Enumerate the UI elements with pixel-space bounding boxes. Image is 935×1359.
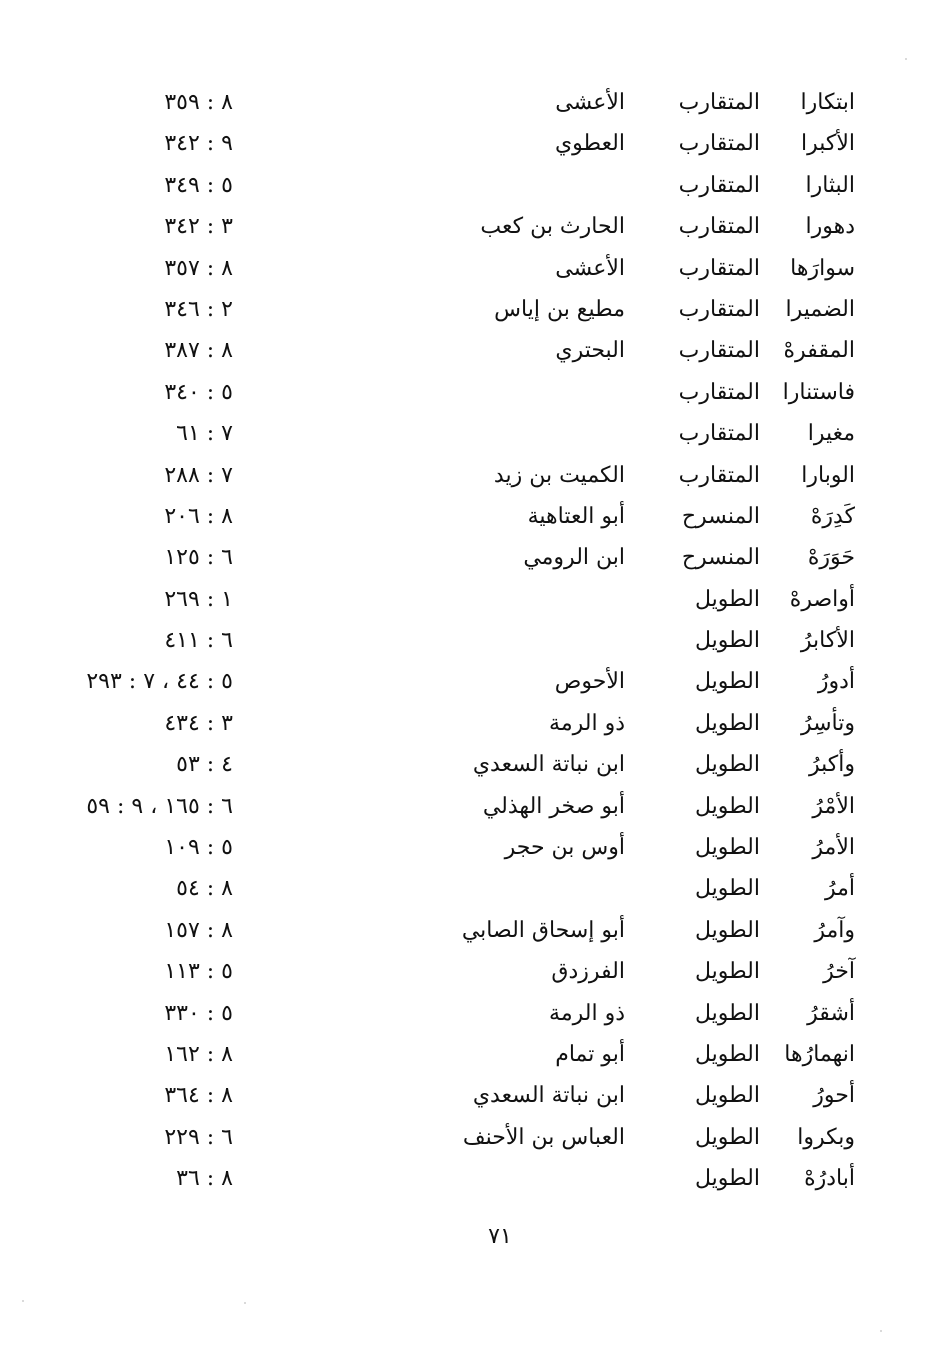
table-row [0, 165, 935, 206]
meter: المتقارب [678, 172, 760, 198]
table-row [0, 1075, 935, 1116]
reference: ٥ : ٣٤٩ [164, 172, 233, 198]
meter: المتقارب [678, 379, 760, 405]
reference: ٨ : ٣٨٧ [164, 338, 233, 364]
reference: ٧ : ٦١ [176, 421, 233, 447]
reference: ٨ : ١٦٢ [164, 1041, 233, 1067]
reference: ٨ : ٥٤ [176, 876, 233, 902]
rhyme-word: أشقرُ [807, 1000, 855, 1026]
table-row [0, 744, 935, 785]
index-table [0, 82, 935, 1200]
reference: ٨ : ١٥٧ [164, 917, 233, 943]
rhyme-word: الوبارا [801, 462, 855, 488]
poet-name: العطوي [554, 131, 625, 157]
table-row [0, 579, 935, 620]
rhyme-word: أواصرهْ [789, 586, 855, 612]
table-row [0, 123, 935, 164]
poet-name: أبو تمام [555, 1041, 625, 1067]
reference: ١ : ٢٦٩ [164, 586, 233, 612]
reference: ٨ : ٢٠٦ [164, 503, 233, 529]
poet-name: الأعشى [555, 255, 625, 281]
meter: المتقارب [678, 296, 760, 322]
rhyme-word: الأمْرُ [812, 793, 855, 819]
poet-name: الفرزدق [551, 959, 625, 985]
table-row [0, 786, 935, 827]
rhyme-word: وتأسِرُ [800, 710, 855, 736]
rhyme-word: المقفرهْ [783, 338, 855, 364]
table-row [0, 951, 935, 992]
reference: ٦ : ٢٢٩ [164, 1124, 233, 1150]
meter: الطويل [694, 1000, 760, 1026]
reference: ٧ : ٢٨٨ [164, 462, 233, 488]
poet-name: العباس بن الأحنف [462, 1124, 625, 1150]
table-row [0, 868, 935, 909]
table-row [0, 1158, 935, 1199]
meter: الطويل [694, 628, 760, 654]
rhyme-word: ابتكارا [800, 90, 855, 115]
meter: الطويل [694, 1083, 760, 1109]
rhyme-word: البثارا [805, 172, 855, 198]
reference: ٨ : ٣٥٩ [164, 90, 233, 115]
meter: الطويل [694, 1124, 760, 1150]
table-row [0, 413, 935, 454]
meter: الطويل [694, 917, 760, 943]
table-row [0, 620, 935, 661]
rhyme-word: أمرُ [824, 876, 855, 902]
poet-name: أبو إسحاق الصابي [461, 917, 625, 943]
rhyme-word: الأمرُ [812, 835, 855, 861]
meter: الطويل [694, 710, 760, 736]
rhyme-word: الأكابرُ [800, 628, 855, 654]
meter: المتقارب [678, 462, 760, 488]
page-number: ٧١ [488, 1224, 512, 1249]
meter: الطويل [694, 752, 760, 778]
reference: ٩ : ٣٤٢ [164, 131, 233, 157]
reference: ٥ : ١٠٩ [164, 835, 233, 861]
meter: الطويل [694, 1041, 760, 1067]
rhyme-word: وآمرُ [814, 917, 855, 943]
poet-name: الحارث بن كعب [480, 214, 625, 240]
meter: الطويل [694, 1166, 760, 1192]
rhyme-word: فاستنارا [782, 379, 855, 405]
poet-name: ابن الرومي [523, 545, 625, 571]
reference: ٤ : ٥٣ [176, 752, 233, 778]
table-row [0, 993, 935, 1034]
meter: المتقارب [678, 214, 760, 240]
rhyme-word: أبادرُهْ [804, 1166, 855, 1192]
poet-name: أبو صخر الهذلي [482, 793, 625, 819]
meter: المتقارب [678, 338, 760, 364]
reference: ٥ : ٣٣٠ [164, 1000, 233, 1026]
meter: الطويل [694, 835, 760, 861]
reference: ٢ : ٣٤٦ [164, 296, 233, 322]
reference: ٣ : ٣٤٢ [164, 214, 233, 240]
rhyme-word: أحورُ [813, 1083, 855, 1109]
meter: الطويل [694, 959, 760, 985]
rhyme-word: وبكروا [797, 1124, 855, 1150]
table-row [0, 1117, 935, 1158]
reference: ٦ : ١٢٥ [164, 545, 233, 571]
meter: المنسرح [681, 503, 760, 529]
poet-name: ذو الرمة [549, 710, 625, 736]
rhyme-word: آخرُ [823, 959, 855, 985]
table-row [0, 455, 935, 496]
table-row [0, 289, 935, 330]
table-row [0, 703, 935, 744]
poet-name: أبو العتاهية [527, 503, 625, 529]
poet-name: الأعشى [555, 90, 625, 115]
rhyme-word: سوارَها [790, 255, 855, 281]
poet-name: ذو الرمة [549, 1000, 625, 1026]
meter: المتقارب [678, 131, 760, 157]
table-row [0, 661, 935, 702]
table-row [0, 910, 935, 951]
table-row [0, 82, 935, 123]
rhyme-word: كَدِرَهْ [810, 503, 855, 529]
reference: ٣ : ٤٣٤ [164, 710, 233, 736]
meter: المتقارب [678, 255, 760, 281]
rhyme-word: الضميرا [785, 296, 855, 322]
meter: المتقارب [678, 421, 760, 447]
reference: ٦ : ١٦٥ ، ٩ : ٥٩ [86, 793, 233, 819]
rhyme-word: مغيرا [807, 421, 855, 447]
table-row [0, 330, 935, 371]
reference: ٦ : ٤١١ [164, 628, 233, 654]
poet-name: ابن نباتة السعدي [472, 1083, 625, 1109]
meter: المنسرح [681, 545, 760, 571]
reference: ٨ : ٣٦ [176, 1166, 233, 1192]
meter: الطويل [694, 586, 760, 612]
meter: المتقارب [678, 90, 760, 115]
reference: ٨ : ٣٦٤ [164, 1083, 233, 1109]
table-row [0, 537, 935, 578]
meter: الطويل [694, 669, 760, 695]
rhyme-word: انهمارُها [784, 1041, 855, 1067]
rhyme-word: وأكبرُ [809, 752, 855, 778]
table-row [0, 372, 935, 413]
meter: الطويل [694, 876, 760, 902]
poet-name: ابن نباتة السعدي [472, 752, 625, 778]
rhyme-word: حَوَرَهْ [807, 545, 855, 571]
reference: ٥ : ٣٤٠ [164, 379, 233, 405]
poet-name: أوس بن حجر [504, 835, 625, 861]
table-row [0, 248, 935, 289]
reference: ٨ : ٣٥٧ [164, 255, 233, 281]
meter: الطويل [694, 793, 760, 819]
rhyme-word: أدورُ [817, 669, 855, 695]
reference: ٥ : ١١٣ [164, 959, 233, 985]
poet-name: الكميت بن زيد [493, 462, 625, 488]
table-row [0, 1034, 935, 1075]
rhyme-word: دهورا [805, 214, 855, 240]
reference: ٥ : ٤٤ ، ٧ : ٢٩٣ [86, 669, 233, 695]
table-row [0, 827, 935, 868]
poet-name: الأحوص [554, 669, 625, 695]
poet-name: مطيع بن إياس [494, 296, 625, 322]
table-row [0, 206, 935, 247]
poet-name: البحتري [555, 338, 625, 364]
rhyme-word: الأكبرا [800, 131, 855, 157]
table-row [0, 496, 935, 537]
